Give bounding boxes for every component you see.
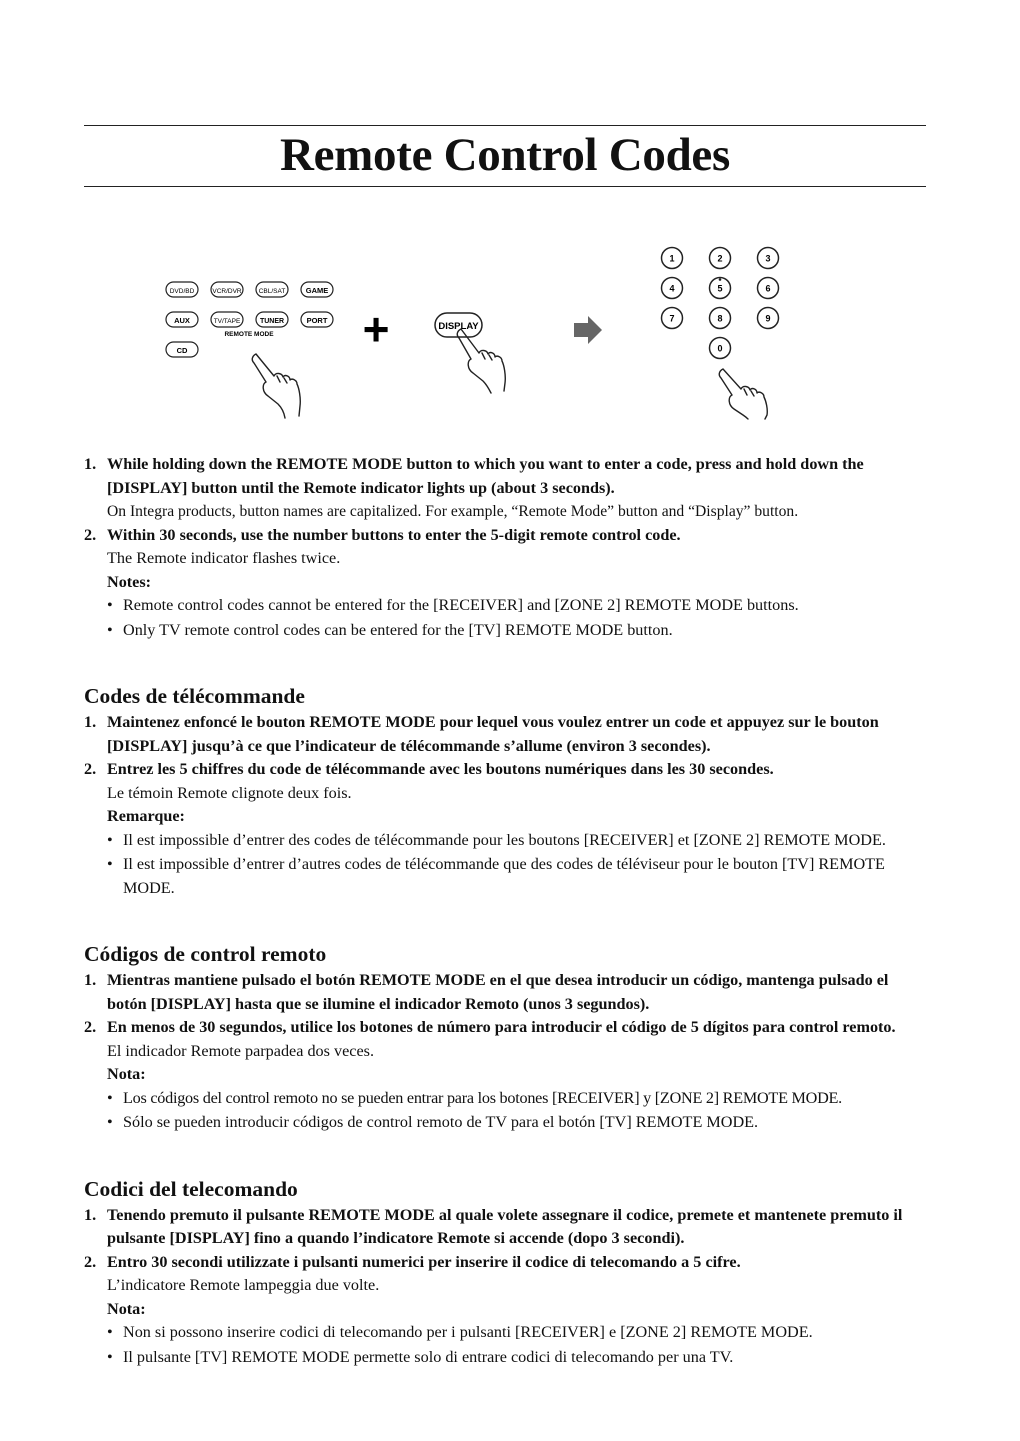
bullet-icon: • — [107, 1347, 113, 1366]
remote-mode-button-label: PORT — [306, 316, 328, 325]
step-number: 1. — [84, 455, 97, 473]
remote-mode-button-label: GAME — [305, 286, 329, 295]
step-text: Maintenez enfoncé le bouton REMOTE MODE pour lequel vous voulez entrer un code et appuyez sur le bouton [DISPLAY] jusqu’à ce que l’indicateur de télécommande s’allume (environ 3 secondes). — [107, 713, 879, 755]
remote-mode-button-label: TV/TAPE — [213, 318, 241, 325]
notes-title: Nota: — [107, 1299, 146, 1318]
notes-title: Remarque: — [107, 807, 185, 825]
number-button-label: 6 — [765, 283, 771, 294]
remote-mode-button-label: TUNER — [259, 318, 285, 325]
step-text: Entrez les 5 chiffres du code de télécommande avec les boutons numériques dans les 30 secondes. — [107, 760, 774, 778]
note-text: Il pulsante [TV] REMOTE MODE permette solo di entrare codici di telecomando per una TV. — [123, 1347, 734, 1366]
step-text: Within 30 seconds, use the number buttons to enter the 5-digit remote control code. — [107, 525, 681, 544]
step-detail: The Remote indicator flashes twice. — [107, 549, 341, 567]
note-text: Il est impossible d’entrer d’autres codes de télécommande que des codes de téléviseur pour le bouton [TV] REMOTE MODE. — [123, 855, 885, 897]
number-button-label: 2 — [717, 253, 723, 264]
display-button — [435, 313, 482, 337]
number-button — [758, 308, 779, 329]
note-text: Il est impossible d’entrer des codes de télécommande pour les boutons [RECEIVER] et [ZONE 2] REMOTE MODE. — [123, 830, 886, 849]
step-1 — [84, 711, 929, 758]
number-button — [710, 278, 731, 299]
instructions — [84, 453, 929, 1370]
step-2 — [84, 1251, 929, 1370]
step-detail: Le témoin Remote clignote deux fois. — [107, 783, 352, 802]
number-button — [662, 248, 683, 269]
bullet-icon: • — [107, 830, 113, 849]
remote-mode-panel — [166, 282, 333, 357]
step-number: 1. — [84, 971, 97, 989]
hand-pointer-icon — [719, 369, 767, 419]
note-item — [107, 829, 929, 853]
note-item — [107, 1087, 929, 1111]
section-heading: Códigos de control remoto — [84, 942, 327, 966]
arrow-right-icon — [574, 316, 602, 344]
step-number: 2. — [84, 1252, 97, 1271]
plus-symbol: + — [362, 303, 390, 355]
section-english — [84, 453, 929, 642]
notes-title: Notes: — [107, 572, 152, 591]
step-2 — [84, 524, 929, 643]
note-text: Remote control codes cannot be entered for the [RECEIVER] and [ZONE 2] REMOTE MODE buttons. — [123, 596, 799, 614]
hand-pointer-icon — [457, 329, 505, 393]
step-detail: On Integra products, button names are capitalized. For example, “Remote Mode” button and “Display” button. — [107, 503, 799, 520]
step-1 — [84, 1204, 929, 1251]
title-bottom-rule — [84, 186, 926, 187]
number-button-label: 1 — [669, 253, 675, 264]
remote-mode-button-label: VCR/DVR — [212, 288, 242, 295]
step-number: 1. — [84, 713, 97, 731]
number-button-label: 7 — [669, 313, 675, 324]
step-detail: El indicador Remote parpadea dos veces. — [107, 1041, 374, 1060]
number-button-label: 0 — [717, 343, 723, 354]
note-text: Los códigos del control remoto no se pueden entrar para los botones [RECEIVER] y [ZONE 2] REMOTE MODE. — [123, 1088, 842, 1107]
step-2 — [84, 758, 929, 900]
number-button — [662, 278, 683, 299]
number-button-label: 3 — [765, 253, 771, 264]
section-italian — [84, 1175, 929, 1370]
bullet-icon: • — [107, 855, 113, 873]
note-item — [107, 853, 929, 900]
bullet-icon: • — [107, 1088, 113, 1107]
remote-mode-button — [301, 312, 333, 327]
note-item — [107, 1321, 929, 1345]
step-number: 1. — [84, 1205, 97, 1224]
section-french — [84, 682, 929, 900]
note-item — [107, 1346, 929, 1370]
note-text: Non si possono inserire codici di telecomando per i pulsanti [RECEIVER] e [ZONE 2] REMOTE MODE. — [123, 1323, 813, 1341]
note-item — [107, 594, 929, 618]
remote-mode-button — [211, 282, 243, 297]
step-1 — [84, 453, 929, 524]
number-button-label: 9 — [765, 313, 771, 324]
remote-mode-button-label: AUX — [174, 316, 190, 325]
step-text: En menos de 30 segundos, utilice los botones de número para introducir el código de 5 dígitos para control remoto. — [107, 1018, 896, 1036]
bullet-icon: • — [107, 596, 113, 614]
step-text: Tenendo premuto il pulsante REMOTE MODE al quale volete assegnare il codice, premete et mantenete premuto il pulsante [DISPLAY] fino a quando l’indicatore Remote si accende (dopo 3 secondi). — [107, 1205, 903, 1247]
bullet-icon: • — [107, 1323, 113, 1341]
page-title: Remote Control Codes — [279, 129, 730, 181]
step-number: 2. — [84, 525, 97, 544]
number-button-label: 4 — [669, 283, 675, 294]
step-2 — [84, 1016, 929, 1135]
step-text: While holding down the REMOTE MODE button to which you want to enter a code, press and hold down the [DISPLAY] button until the Remote indicator lights up (about 3 seconds). — [107, 455, 864, 497]
notes-title: Nota: — [107, 1065, 146, 1083]
section-heading: Codici del telecomando — [84, 1176, 298, 1201]
step-number: 2. — [84, 1018, 97, 1036]
note-text: Only TV remote control codes can be entered for the [TV] REMOTE MODE button. — [123, 620, 673, 639]
step-text: Entro 30 secondi utilizzate i pulsanti numerici per inserire il codice di telecomando a 5 cifre. — [107, 1252, 741, 1271]
remote-mode-button — [256, 282, 288, 297]
number-button — [758, 248, 779, 269]
remote-mode-button — [301, 282, 333, 297]
step-number: 2. — [84, 760, 97, 778]
note-text: Sólo se pueden introducir códigos de control remoto de TV para el botón [TV] REMOTE MODE. — [123, 1113, 759, 1131]
remote-mode-caption: REMOTE MODE — [224, 331, 274, 338]
number-button-label: 5 — [717, 283, 723, 294]
number-button — [758, 278, 779, 299]
remote-mode-button — [166, 282, 198, 297]
number-button — [710, 308, 731, 329]
number-button — [710, 248, 731, 269]
number-button — [710, 338, 731, 359]
remote-mode-button — [166, 342, 198, 357]
remote-mode-button-label: CBL/SAT — [258, 288, 286, 295]
title-top-rule — [84, 125, 926, 126]
remote-code-illustration — [150, 235, 810, 435]
display-button-label: DISPLAY — [438, 321, 479, 332]
step-detail: L’indicatore Remote lampeggia due volte. — [107, 1276, 380, 1294]
remote-mode-button — [166, 312, 198, 327]
section-spanish — [84, 940, 929, 1135]
number-button — [662, 308, 683, 329]
remote-mode-button — [256, 312, 288, 327]
step-text: Mientras mantiene pulsado el botón REMOTE MODE en el que desea introducir un código, mantenga pulsado el botón [DISPLAY] hasta que se ilumine el indicador Remoto (unos 3 segundos). — [107, 971, 889, 1013]
hand-pointer-icon — [252, 354, 300, 418]
number-pad — [662, 248, 779, 359]
step-1 — [84, 969, 929, 1016]
note-item — [107, 619, 929, 643]
remote-mode-button-label: DVD/BD — [169, 288, 195, 295]
remote-mode-button — [211, 312, 243, 327]
bullet-icon: • — [107, 1113, 113, 1131]
bullet-icon: • — [107, 620, 113, 639]
section-heading: Codes de télécommande — [84, 684, 305, 708]
remote-mode-button-label: CD — [176, 346, 188, 355]
number-button-label: 8 — [717, 313, 723, 324]
note-item — [107, 1111, 929, 1135]
